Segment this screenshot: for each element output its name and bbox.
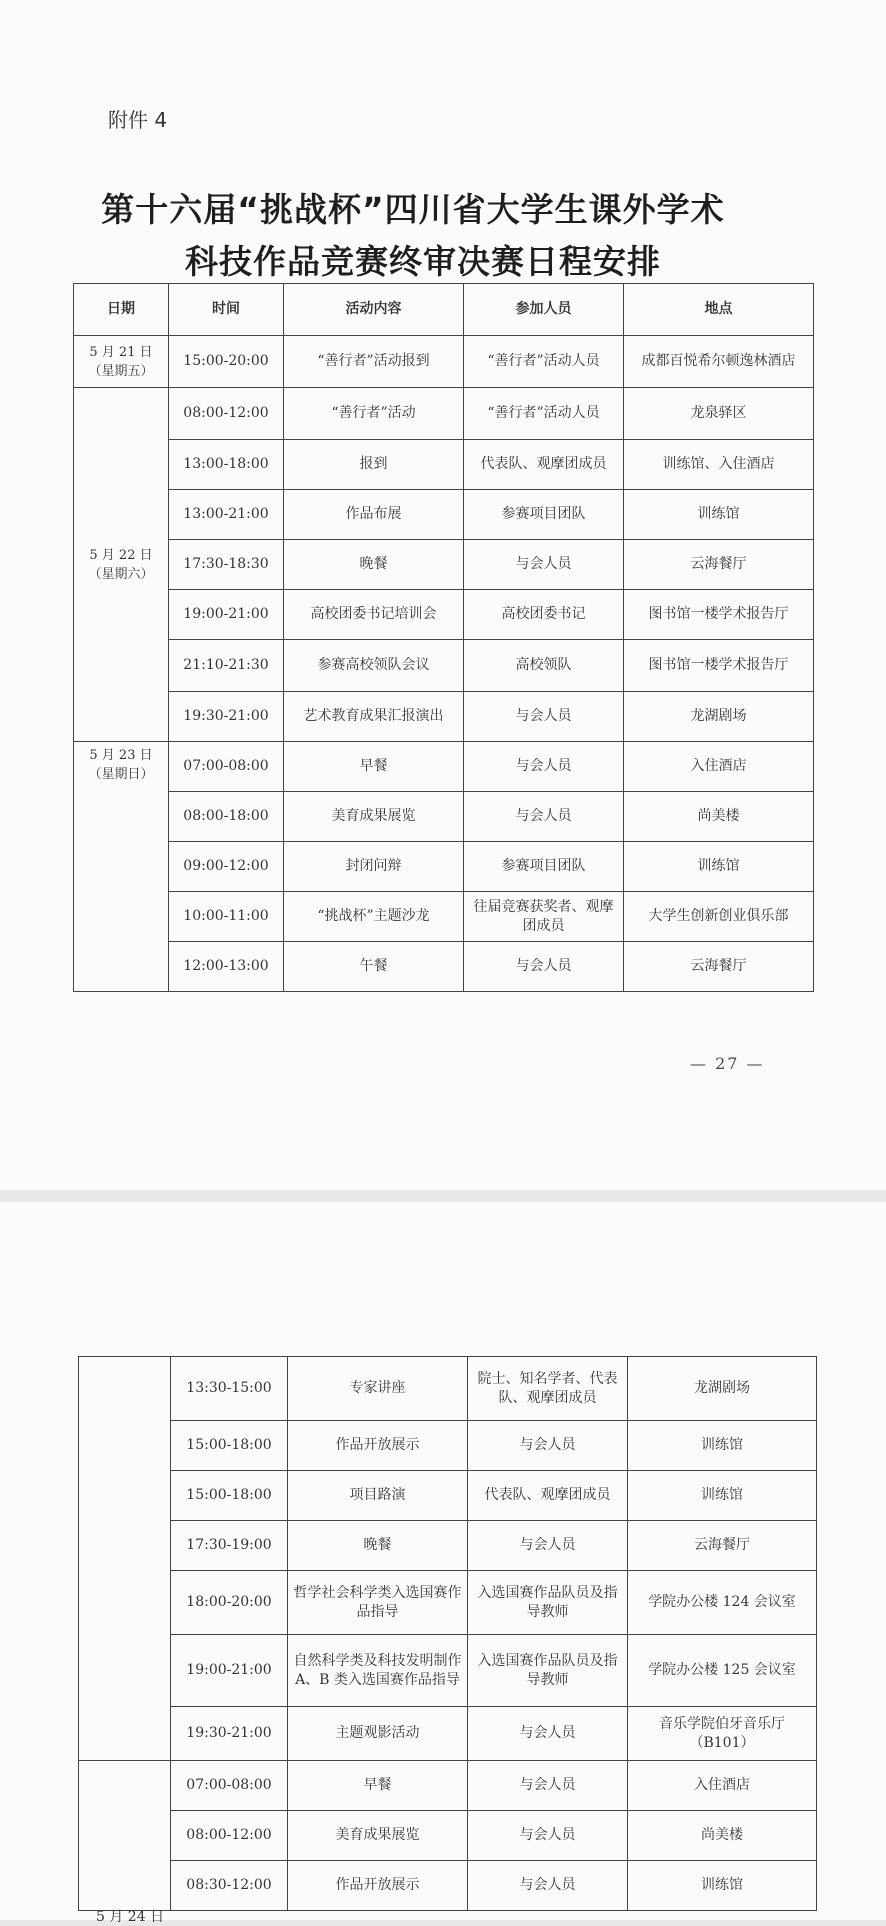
table-row <box>79 1571 817 1635</box>
participants-cell: 与会人员 <box>464 540 624 590</box>
location-cell: 图书馆一楼学术报告厅 <box>624 590 814 640</box>
time-cell: 19:30-21:00 <box>171 1707 288 1761</box>
participants-cell: 往届竞赛获奖者、观摩团成员 <box>464 892 624 942</box>
location-cell: 训练馆 <box>628 1471 817 1521</box>
activity-cell: 作品布展 <box>284 490 464 540</box>
location-cell: 尚美楼 <box>624 792 814 842</box>
table-row <box>79 1421 817 1471</box>
table-header-row <box>74 284 814 336</box>
table-row <box>79 1861 817 1911</box>
table-row <box>74 942 814 992</box>
activity-cell: “挑战杯”主题沙龙 <box>284 892 464 942</box>
time-cell: 21:10-21:30 <box>169 640 284 692</box>
time-cell: 10:00-11:00 <box>169 892 284 942</box>
location-cell: 成都百悦希尔顿逸林酒店 <box>624 336 814 388</box>
date-cell-may24 <box>79 1761 171 1911</box>
header-participants: 参加人员 <box>464 284 624 336</box>
date-cell: 5 月 21 日 （星期五） <box>74 336 169 388</box>
activity-cell: 项目路演 <box>288 1471 468 1521</box>
table-row <box>74 742 814 792</box>
activity-cell: “善行者”活动 <box>284 388 464 440</box>
location-cell: 大学生创新创业俱乐部 <box>624 892 814 942</box>
table-row <box>74 490 814 540</box>
location-cell: 入住酒店 <box>624 742 814 792</box>
location-cell: 云海餐厅 <box>628 1521 817 1571</box>
activity-cell: 哲学社会科学类入选国赛作品指导 <box>288 1571 468 1635</box>
location-cell: 训练馆 <box>628 1861 817 1911</box>
table-row <box>79 1471 817 1521</box>
participants-cell: 代表队、观摩团成员 <box>464 440 624 490</box>
time-cell: 08:00-12:00 <box>171 1811 288 1861</box>
time-cell: 13:00-18:00 <box>169 440 284 490</box>
header-location: 地点 <box>624 284 814 336</box>
location-cell: 训练馆 <box>624 490 814 540</box>
activity-cell: 晚餐 <box>284 540 464 590</box>
table-row <box>74 842 814 892</box>
location-cell: 云海餐厅 <box>624 942 814 992</box>
table-row <box>74 640 814 692</box>
activity-cell: 封闭问辩 <box>284 842 464 892</box>
activity-cell: 作品开放展示 <box>288 1861 468 1911</box>
participants-cell: 与会人员 <box>468 1761 628 1811</box>
location-cell: 入住酒店 <box>628 1761 817 1811</box>
date-cell: 5 月 23 日 （星期日） <box>74 742 169 992</box>
participants-cell: 代表队、观摩团成员 <box>468 1471 628 1521</box>
activity-cell: 晚餐 <box>288 1521 468 1571</box>
table-row <box>79 1357 817 1421</box>
participants-cell: 与会人员 <box>468 1707 628 1761</box>
time-cell: 17:30-19:00 <box>171 1521 288 1571</box>
participants-cell: 与会人员 <box>464 942 624 992</box>
activity-cell: 艺术教育成果汇报演出 <box>284 692 464 742</box>
header-date: 日期 <box>74 284 169 336</box>
header-activity: 活动内容 <box>284 284 464 336</box>
time-cell: 15:00-18:00 <box>171 1471 288 1521</box>
table-row <box>74 792 814 842</box>
location-cell: 龙泉驿区 <box>624 388 814 440</box>
participants-cell: 与会人员 <box>468 1811 628 1861</box>
location-cell: 音乐学院伯牙音乐厅（B101） <box>628 1707 817 1761</box>
time-cell: 19:30-21:00 <box>169 692 284 742</box>
location-cell: 龙湖剧场 <box>628 1357 817 1421</box>
activity-cell: “善行者”活动报到 <box>284 336 464 388</box>
page-number: — 27 — <box>690 1054 765 1073</box>
participants-cell: 与会人员 <box>468 1421 628 1471</box>
participants-cell: 院士、知名学者、代表队、观摩团成员 <box>468 1357 628 1421</box>
participants-cell: 参赛项目团队 <box>464 490 624 540</box>
table-row <box>74 540 814 590</box>
participants-cell: 与会人员 <box>464 792 624 842</box>
participants-cell: “善行者”活动人员 <box>464 388 624 440</box>
participants-cell: 与会人员 <box>468 1861 628 1911</box>
activity-cell: 报到 <box>284 440 464 490</box>
location-cell: 图书馆一楼学术报告厅 <box>624 640 814 692</box>
time-cell: 08:30-12:00 <box>171 1861 288 1911</box>
participants-cell: 与会人员 <box>464 692 624 742</box>
time-cell: 19:00-21:00 <box>169 590 284 640</box>
time-cell: 15:00-20:00 <box>169 336 284 388</box>
location-cell: 训练馆、入住酒店 <box>624 440 814 490</box>
location-cell: 云海餐厅 <box>624 540 814 590</box>
location-cell: 训练馆 <box>628 1421 817 1471</box>
attachment-label: 附件 4 <box>108 108 168 132</box>
activity-cell: 高校团委书记培训会 <box>284 590 464 640</box>
time-cell: 07:00-08:00 <box>169 742 284 792</box>
time-cell: 08:00-12:00 <box>169 388 284 440</box>
time-cell: 09:00-12:00 <box>169 842 284 892</box>
date-label-may24: 5 月 24 日 <box>96 1909 165 1925</box>
participants-cell: 入选国赛作品队员及指导教师 <box>468 1635 628 1707</box>
activity-cell: 自然科学类及科技发明制作 A、B 类入选国赛作品指导 <box>288 1635 468 1707</box>
page-title-line-1: 第十六届“挑战杯”四川省大学生课外学术 <box>101 190 725 229</box>
activity-cell: 美育成果展览 <box>288 1811 468 1861</box>
table-row <box>74 440 814 490</box>
page-title-line-2: 科技作品竞赛终审决赛日程安排 <box>185 242 661 281</box>
date-cell-continued <box>79 1357 171 1761</box>
table-row <box>79 1521 817 1571</box>
activity-cell: 专家讲座 <box>288 1357 468 1421</box>
table-row <box>79 1707 817 1761</box>
location-cell: 龙湖剧场 <box>624 692 814 742</box>
participants-cell: 参赛项目团队 <box>464 842 624 892</box>
location-cell: 学院办公楼 124 会议室 <box>628 1571 817 1635</box>
time-cell: 15:00-18:00 <box>171 1421 288 1471</box>
table-row <box>79 1761 817 1811</box>
activity-cell: 参赛高校领队会议 <box>284 640 464 692</box>
header-time: 时间 <box>169 284 284 336</box>
time-cell: 08:00-18:00 <box>169 792 284 842</box>
participants-cell: 与会人员 <box>468 1521 628 1571</box>
participants-cell: 与会人员 <box>464 742 624 792</box>
activity-cell: 作品开放展示 <box>288 1421 468 1471</box>
activity-cell: 美育成果展览 <box>284 792 464 842</box>
location-cell: 尚美楼 <box>628 1811 817 1861</box>
table-row <box>74 692 814 742</box>
participants-cell: 入选国赛作品队员及指导教师 <box>468 1571 628 1635</box>
table-row <box>74 590 814 640</box>
table-row <box>74 892 814 942</box>
time-cell: 13:00-21:00 <box>169 490 284 540</box>
time-cell: 18:00-20:00 <box>171 1571 288 1635</box>
schedule-table <box>73 283 814 992</box>
activity-cell: 早餐 <box>284 742 464 792</box>
table-row <box>79 1635 817 1707</box>
activity-cell: 主题观影活动 <box>288 1707 468 1761</box>
participants-cell: “善行者”活动人员 <box>464 336 624 388</box>
activity-cell: 早餐 <box>288 1761 468 1811</box>
activity-cell: 午餐 <box>284 942 464 992</box>
time-cell: 17:30-18:30 <box>169 540 284 590</box>
time-cell: 13:30-15:00 <box>171 1357 288 1421</box>
time-cell: 19:00-21:00 <box>171 1635 288 1707</box>
table-row <box>79 1811 817 1861</box>
participants-cell: 高校团委书记 <box>464 590 624 640</box>
schedule-table-continued <box>78 1356 817 1911</box>
time-cell: 12:00-13:00 <box>169 942 284 992</box>
time-cell: 07:00-08:00 <box>171 1761 288 1811</box>
location-cell: 学院办公楼 125 会议室 <box>628 1635 817 1707</box>
table-row <box>74 336 814 388</box>
participants-cell: 高校领队 <box>464 640 624 692</box>
table-row <box>74 388 814 440</box>
location-cell: 训练馆 <box>624 842 814 892</box>
date-cell: 5 月 22 日 （星期六） <box>74 388 169 742</box>
